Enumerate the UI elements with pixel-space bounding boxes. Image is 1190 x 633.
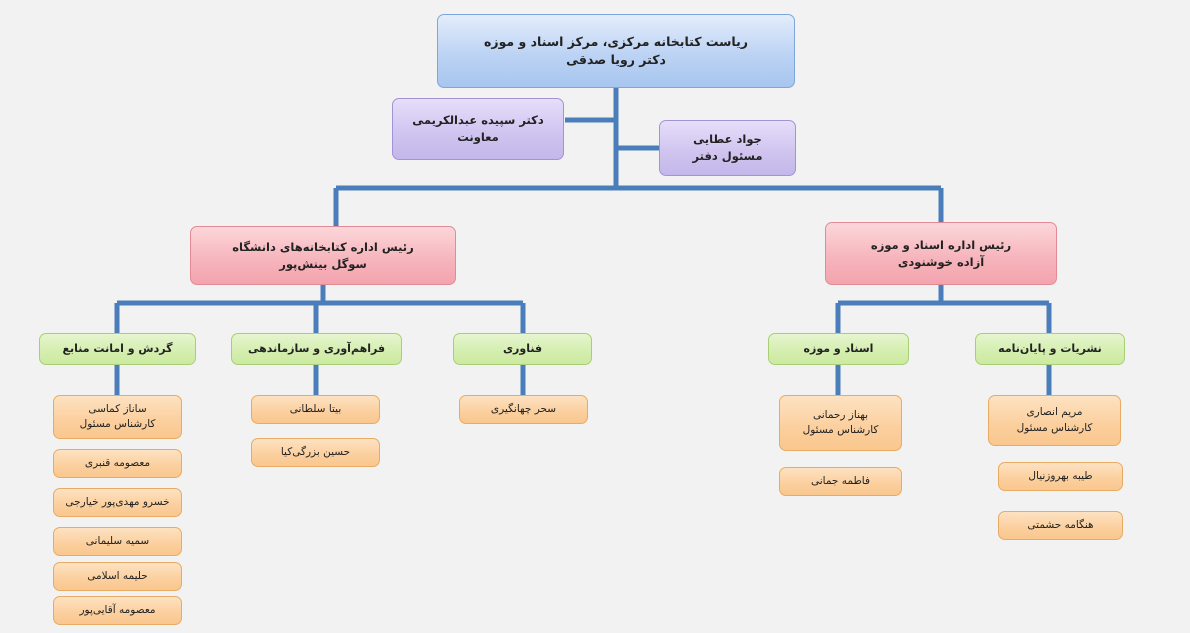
node-staff-ansari[interactable] [988, 395, 1121, 446]
node-staff-jamani-label: فاطمه جمانی [810, 474, 871, 487]
node-staff-aghaeipour[interactable] [53, 596, 182, 625]
node-unit-periodicals-theses[interactable] [975, 333, 1125, 365]
node-deputy-line-1: دکتر سپیده عبدالکریمی [412, 113, 544, 128]
node-director[interactable] [437, 14, 795, 88]
node-staff-bozorgikia-label: حسین بزرگی‌کیا [280, 445, 351, 458]
node-unit-circulation[interactable] [39, 333, 196, 365]
node-head-documents-museum-line-2: آزاده خوشنودی [897, 254, 985, 269]
node-staff-bozorgikia[interactable] [251, 438, 380, 467]
node-staff-kamasi-line-2: کارشناس مسئول [79, 418, 156, 430]
node-unit-technology[interactable] [453, 333, 592, 365]
node-staff-jahangiri[interactable] [459, 395, 588, 424]
node-staff-jahangiri-label: سحر چهانگیری [490, 402, 557, 415]
node-office-manager[interactable] [659, 120, 796, 176]
node-staff-rahmani-line-2: کارشناس مسئول [802, 424, 879, 436]
node-unit-technology-label: فناوری [502, 342, 543, 356]
node-staff-eslami[interactable] [53, 562, 182, 591]
node-head-university-libraries-line-2: سوگل بینش‌پور [279, 256, 367, 271]
node-unit-acquisition[interactable] [231, 333, 402, 365]
node-staff-ghanbari[interactable] [53, 449, 182, 478]
node-staff-behrouznial-label: طیبه بهروزنیال [1028, 469, 1093, 482]
node-deputy-line-2: معاونت [457, 130, 499, 144]
node-staff-soleimani-label: سمیه سلیمانی [85, 534, 150, 547]
node-staff-ansari-line-2: کارشناس مسئول [1016, 421, 1093, 434]
node-unit-documents-museum[interactable] [768, 333, 909, 365]
node-head-university-libraries-line-1: رئیس اداره کتابخانه‌های دانشگاه [232, 239, 414, 254]
node-head-documents-museum-line-1: رئیس اداره اسناد و موزه [870, 237, 1012, 252]
node-staff-heshmati-label: هنگامه حشمتی [1027, 518, 1094, 531]
node-staff-soltani-label: بیتا سلطانی [289, 402, 342, 415]
node-unit-circulation-label: گردش و امانت منابع [62, 342, 173, 356]
node-deputy[interactable] [392, 98, 564, 160]
node-unit-acquisition-label: فراهم‌آوری و سازماندهی [247, 342, 386, 356]
node-staff-behrouznial[interactable] [998, 462, 1123, 491]
node-staff-ghanbari-label: معصومه قنبری [84, 456, 151, 469]
node-staff-mahdipour[interactable] [53, 488, 182, 517]
node-head-university-libraries[interactable] [190, 226, 456, 285]
node-head-documents-museum[interactable] [825, 222, 1057, 285]
node-staff-rahmani-line-1: بهناز رحمانی [812, 408, 869, 421]
node-staff-ansari-line-1: مریم انصاری [1026, 406, 1083, 419]
node-staff-heshmati[interactable] [998, 511, 1123, 540]
node-office-manager-line-1: جواد عطایی [693, 132, 762, 147]
node-staff-soltani[interactable] [251, 395, 380, 424]
node-director-line-2: دکتر رویا صدقی [566, 52, 666, 67]
node-staff-kamasi-line-1: ساناز کماسی [88, 402, 147, 415]
node-staff-soleimani[interactable] [53, 527, 182, 556]
node-unit-periodicals-theses-label: نشریات و پایان‌نامه [998, 342, 1102, 356]
node-staff-jamani[interactable] [779, 467, 902, 496]
node-staff-eslami-label: حلیمه اسلامی [87, 569, 148, 582]
node-office-manager-line-2: مسئول دفتر [692, 149, 763, 163]
node-staff-aghaeipour-label: معصومه آقایی‌پور [79, 603, 156, 616]
node-unit-documents-museum-label: اسناد و موزه [803, 342, 874, 356]
node-staff-kamasi[interactable] [53, 395, 182, 439]
node-staff-mahdipour-label: خسرو مهدی‌پور خیارجی [65, 495, 170, 508]
node-staff-rahmani[interactable] [779, 395, 902, 451]
node-director-line-1: ریاست کتابخانه مرکزی، مرکز اسناد و موزه [484, 33, 748, 49]
